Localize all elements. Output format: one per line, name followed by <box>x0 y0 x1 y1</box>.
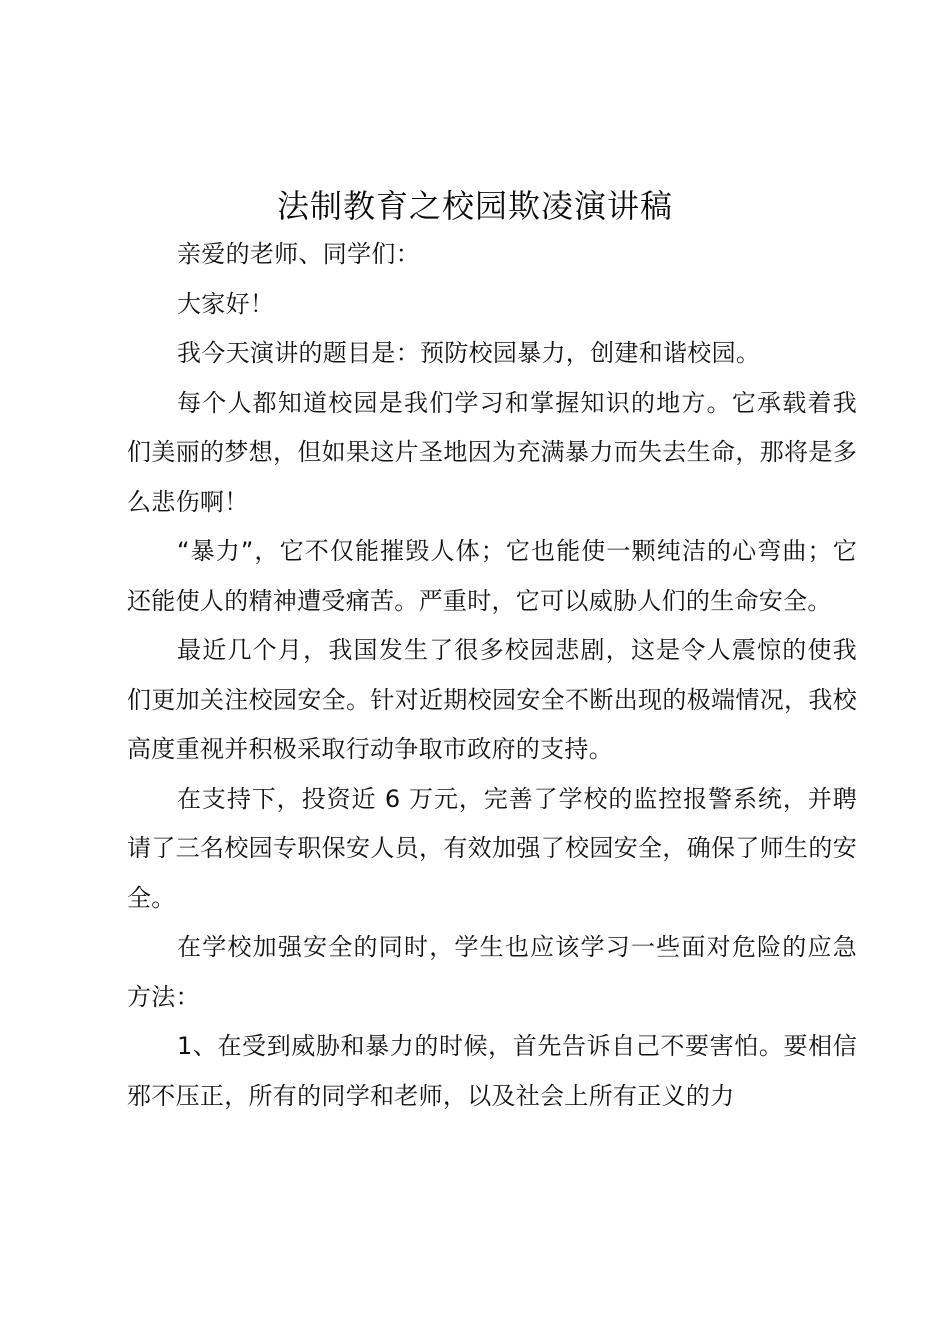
paragraph-campus-dream: 每个人都知道校园是我们学习和掌握知识的地方。它承载着我们美丽的梦想，但如果这片圣地因为充满暴力而失去生命，那将是多么悲伤啊！ <box>127 388 857 516</box>
paragraph-emergency-methods: 在学校加强安全的同时，学生也应该学习一些面对危险的应急方法： <box>127 933 857 1011</box>
paragraph-greeting: 亲爱的老师、同学们： <box>177 240 420 268</box>
document-body <box>127 230 857 1121</box>
document-title: 法制教育之校园欺凌演讲稿 <box>276 187 673 225</box>
paragraph-violence: “暴力”，它不仅能摧毁人体；它也能使一颗纯洁的心弯曲；它还能使人的精神遭受痛苦。严重时，它可以威胁人们的生命安全。 <box>127 537 857 615</box>
paragraph-hello: 大家好！ <box>177 289 275 318</box>
paragraph-recent-tragedies: 最近几个月，我国发生了很多校园悲剧，这是令人震惊的使我们更加关注校园安全。针对近期校园安全不断出现的极端情况，我校高度重视并积极采取行动争取市政府的支持。 <box>127 636 857 763</box>
paragraph-support: 在支持下，投资近 6 万元，完善了学校的监控报警系统，并聘请了三名校园专职保安人员，有效加强了校园安全，确保了师生的安全。 <box>127 784 857 912</box>
paragraph-method-1: 1、在受到威胁和暴力的时候，首先告诉自己不要害怕。要相信邪不压正，所有的同学和老师，以及社会上所有正义的力 <box>127 1032 857 1110</box>
paragraph-topic: 我今天演讲的题目是：预防校园暴力，创建和谐校园。 <box>177 339 761 367</box>
